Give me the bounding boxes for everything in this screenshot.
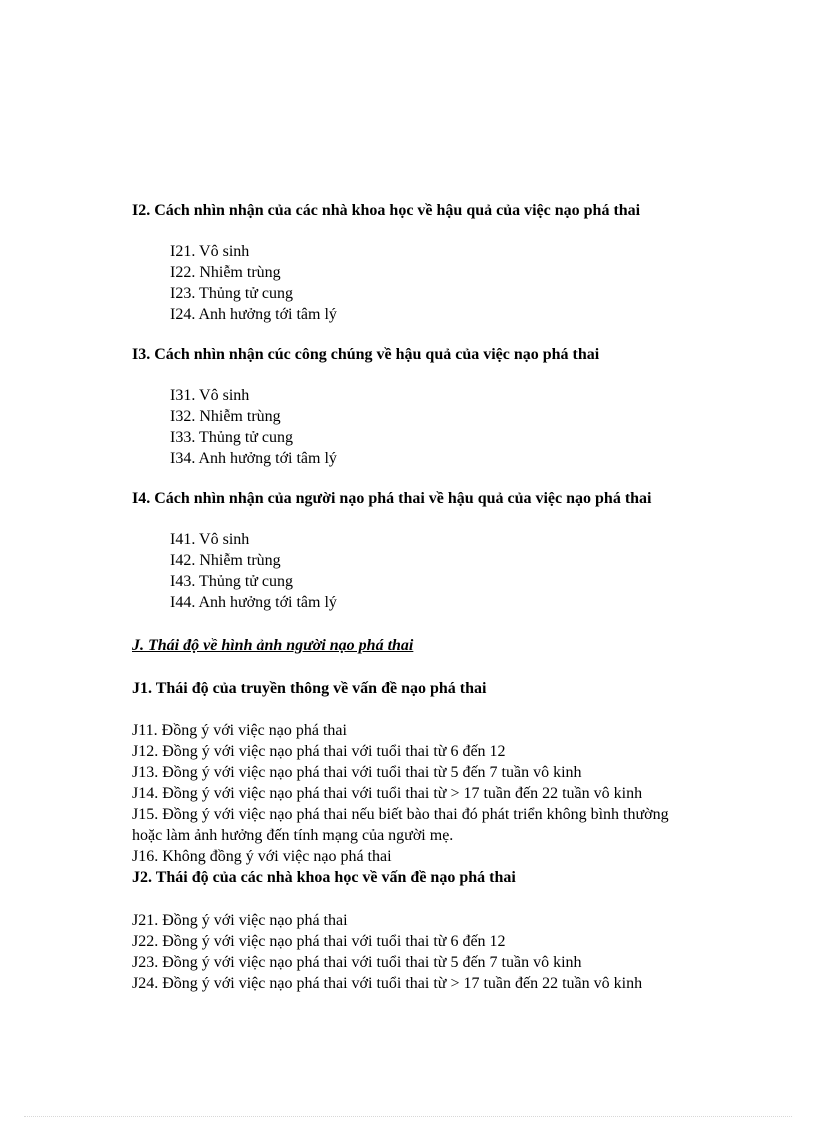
- section-heading-j1: J1. Thái độ của truyền thông về vấn đề nạo phá thai: [132, 680, 487, 697]
- list-item-j12: J12. Đồng ý với việc nạo phá thai với tuổi thai từ 6 đến 12: [132, 743, 506, 760]
- section-heading-i4: I4. Cách nhìn nhận của người nạo phá thai về hậu quả của việc nạo phá thai: [132, 490, 652, 507]
- list-item-i23: I23. Thủng tử cung: [170, 285, 294, 302]
- list-item-i43: I43. Thủng tử cung: [170, 573, 294, 590]
- list-item-i42: I42. Nhiễm trùng: [170, 552, 281, 569]
- list-item-i33: I33. Thủng tử cung: [170, 429, 294, 446]
- list-item-j22: J22. Đồng ý với việc nạo phá thai với tuổi thai từ 6 đến 12: [132, 933, 506, 950]
- list-item-i41: I41. Vô sinh: [170, 531, 250, 548]
- list-item-j15: J15. Đồng ý với việc nạo phá thai nếu biết bào thai đó phát triển không bình thường: [132, 806, 669, 823]
- list-item-i22: I22. Nhiễm trùng: [170, 264, 281, 281]
- list-item-j15-continued: hoặc làm ảnh hưởng đến tính mạng của người mẹ.: [132, 827, 454, 844]
- section-heading-j2: J2. Thái độ của các nhà khoa học về vấn đề nạo phá thai: [132, 869, 516, 886]
- section-heading-j: J. Thái độ về hình ảnh người nạo phá thai: [132, 637, 414, 654]
- list-item-j24: J24. Đồng ý với việc nạo phá thai với tuổi thai từ > 17 tuần đến 22 tuần vô kinh: [132, 975, 643, 992]
- list-item-i24: I24. Anh hưởng tới tâm lý: [170, 306, 337, 323]
- list-item-i21: I21. Vô sinh: [170, 243, 250, 260]
- list-item-j23: J23. Đồng ý với việc nạo phá thai với tuổi thai từ 5 đến 7 tuần vô kinh: [132, 954, 582, 971]
- list-item-i44: I44. Anh hưởng tới tâm lý: [170, 594, 337, 611]
- list-item-i31: I31. Vô sinh: [170, 387, 250, 404]
- list-item-j13: J13. Đồng ý với việc nạo phá thai với tuổi thai từ 5 đến 7 tuần vô kinh: [132, 764, 582, 781]
- list-item-i34: I34. Anh hưởng tới tâm lý: [170, 450, 337, 467]
- list-item-j11: J11. Đồng ý với việc nạo phá thai: [132, 722, 347, 739]
- section-heading-i3: I3. Cách nhìn nhận cúc công chúng về hậu quả của việc nạo phá thai: [132, 346, 600, 363]
- list-item-i32: I32. Nhiễm trùng: [170, 408, 281, 425]
- section-heading-i2: I2. Cách nhìn nhận của các nhà khoa học về hậu quả của việc nạo phá thai: [132, 202, 641, 219]
- list-item-j16: J16. Không đồng ý với việc nạo phá thai: [132, 848, 392, 865]
- page-bottom-divider: [24, 1116, 792, 1117]
- list-item-j14: J14. Đồng ý với việc nạo phá thai với tuổi thai từ > 17 tuần đến 22 tuần vô kinh: [132, 785, 643, 802]
- list-item-j21: J21. Đồng ý với việc nạo phá thai: [132, 912, 348, 929]
